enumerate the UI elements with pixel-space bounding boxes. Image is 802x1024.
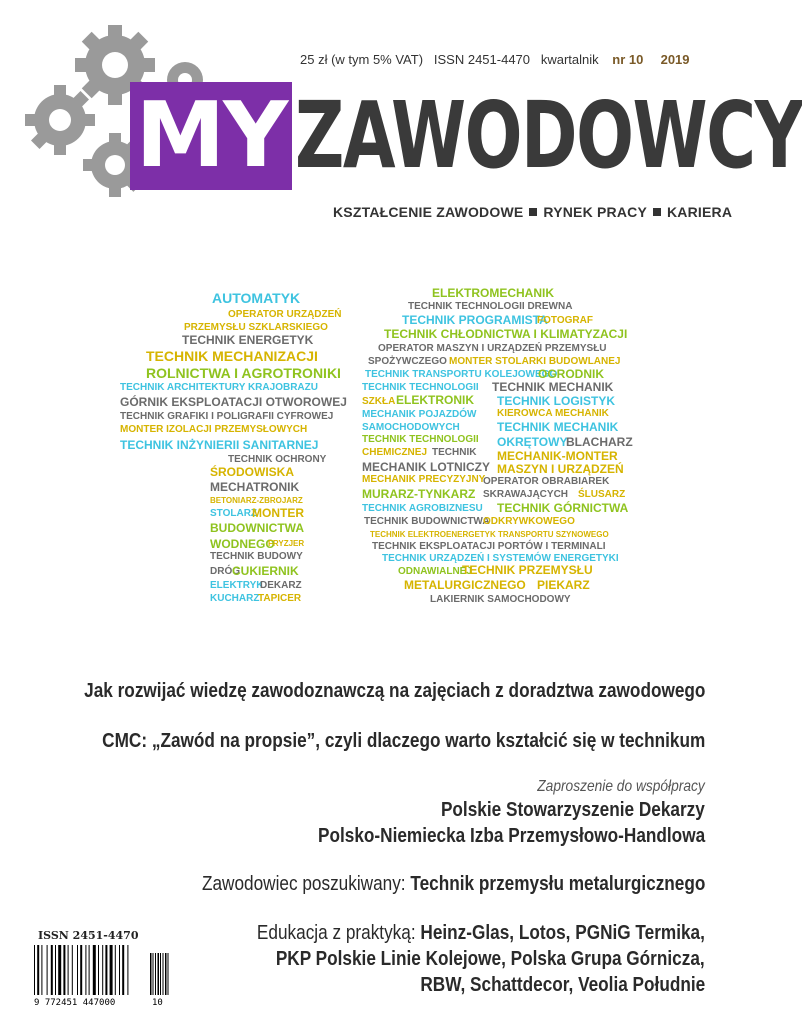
issue-year: 2019 [660,52,690,67]
cloud-word: AUTOMATYK [212,290,301,306]
price: 25 zł (w tym 5% VAT) [300,52,424,67]
cloud-word: TECHNIK AGROBIZNESU [362,503,483,514]
edu-3: RBW, Schattdecor, Veolia Południe [420,974,705,996]
cloud-word: SZKŁA [362,396,396,407]
invite-1-text: Polskie Stowarzyszenie Dekarzy [441,799,705,821]
cloud-word: OPERATOR OBRABIAREK [483,476,610,487]
tagline-item: KSZTAŁCENIE ZAWODOWE [333,204,524,220]
cloud-word: KUCHARZ [210,593,260,604]
cloud-word: MURARZ-TYNKARZ [362,487,476,501]
cloud-word: TECHNIK TECHNOLOGII [362,382,479,393]
cloud-word: LAKIERNIK SAMOCHODOWY [430,594,571,605]
cloud-word: STOLARZ [210,508,258,519]
cloud-word: DRÓG [210,566,240,577]
cloud-word: ŚLUSARZ [578,489,626,500]
logo-zawodowcy: ZAWODOWCY [295,82,802,189]
barcode-addon: 10 [152,998,163,1008]
cloud-word: ODKRYWKOWEGO [483,516,575,527]
tagline-item: RYNEK PRACY [543,204,647,220]
cloud-word: DEKARZ [260,580,302,591]
cloud-word: TECHNIK PRZEMYSŁU [462,563,593,577]
cloud-word: BETONIARZ-ZBROJARZ [210,496,303,505]
edu-line-1 [257,922,705,945]
headline-1-text: Jak rozwijać wiedzę zawodoznawczą na zajęciach z doradztwa zawodowego [83,680,705,702]
barcode-number: 9 772451 447000 [34,998,116,1008]
edu-line-2 [276,948,705,971]
edu-line-3 [420,974,705,997]
cloud-word: TECHNIK GRAFIKI I POLIGRAFII CYFROWEJ [120,411,334,422]
cloud-word: TECHNIK TECHNOLOGII [362,434,479,445]
cloud-word: TECHNIK MECHANIK [492,380,614,394]
edu-2: PKP Polskie Linie Kolejowe, Polska Grupa Górnicza, [276,948,705,970]
wanted-value: Technik przemysłu metalurgicznego [409,873,705,895]
cloud-word: TECHNIK ELEKTROENERGETYK TRANSPORTU SZYNOWEGO [370,530,609,539]
headline-1 [84,680,705,703]
cloud-word: ELEKTROMECHANIK [432,286,554,300]
frequency: kwartalnik [540,52,599,67]
cloud-word: TECHNIK LOGISTYK [497,394,616,408]
cloud-word: TECHNIK URZĄDZEŃ I SYSTEMÓW ENERGETYKI [382,553,619,564]
cloud-word: TECHNIK TECHNOLOGII DREWNA [408,301,573,312]
cloud-word: TECHNIK ARCHITEKTURY KRAJOBRAZU [120,382,318,393]
cloud-word: FRYZJER [268,539,305,548]
cloud-word: ELEKTRONIK [396,393,474,407]
cloud-word: TECHNIK PROGRAMISTA [402,313,548,327]
square-bullet-icon [653,208,661,216]
cloud-word: MECHANIK PRECYZYJNY [362,474,486,485]
cloud-word: BLACHARZ [566,435,633,449]
invite-2 [318,825,705,848]
cloud-word: TAPICER [258,593,302,604]
cloud-word: METALURGICZNEGO [404,578,526,592]
cloud-word: OPERATOR URZĄDZEŃ [228,309,342,320]
cloud-word: PIEKARZ [537,578,590,592]
cloud-word: TECHNIK MECHANIK [497,420,619,434]
square-bullet-icon [529,208,537,216]
price-line [300,52,690,67]
wanted-label: Zawodowiec poszukiwany: [201,873,406,895]
cloud-word: MONTER [252,506,304,520]
barcode-issn: ISSN 2451-4470 [38,929,139,942]
edu-1: Heinz-Glas, Lotos, PGNiG Termika, [420,922,705,944]
cloud-word: ŚRODOWISKA [210,465,294,479]
invite-2-text: Polsko-Niemiecka Izba Przemysłowo-Handlowa [317,825,705,847]
cloud-word: OGRODNIK [538,367,604,381]
cloud-word: SPOŻYWCZEGO [368,356,447,367]
invite-label: Zaproszenie do współpracy [537,778,705,795]
tagline [333,204,732,220]
headline-2-text: CMC: „Zawód na propsie”, czyli dlaczego warto kształcić się w technikum [101,730,705,752]
cloud-word: TECHNIK BUDOWY [210,551,303,562]
invite-1 [441,799,705,822]
cloud-word: TECHNIK ENERGETYK [182,333,314,347]
cloud-word: TECHNIK INŻYNIERII SANITARNEJ [120,438,319,452]
cloud-word: ROLNICTWA I AGROTRONIKI [146,365,341,381]
cloud-word: PRZEMYSŁU SZKLARSKIEGO [184,322,328,333]
cloud-word: BUDOWNICTWA [210,521,304,535]
cloud-word: TECHNIK BUDOWNICTWA [364,516,490,527]
cloud-word: SAMOCHODOWYCH [362,422,460,433]
issn-top: ISSN 2451-4470 [433,52,531,67]
cloud-word: ODNAWIALNEJ [398,566,472,577]
cloud-word: MECHANIK-MONTER [497,449,618,463]
cloud-word: CHEMICZNEJ [362,447,428,458]
cloud-word: TECHNIK CHŁODNICTWA I KLIMATYZACJI [384,327,628,341]
cloud-word: OKRĘTOWY [497,435,568,449]
edu-label: Edukacja z praktyką: [257,922,416,944]
cloud-word: TECHNIK EKSPLOATACJI PORTÓW I TERMINALI [372,541,606,552]
cloud-word: TECHNIK TRANSPORTU KOLEJOWEGO [365,369,558,380]
cloud-word: CUKIERNIK [232,564,299,578]
cloud-word: ELEKTRYK [210,580,264,591]
cloud-word: OPERATOR MASZYN I URZĄDZEŃ PRZEMYSŁU [378,343,607,354]
cloud-word: GÓRNIK EKSPLOATACJI OTWOROWEJ [120,395,347,409]
tagline-item: KARIERA [667,204,733,220]
cloud-word: TECHNIK MECHANIZACJI [146,348,318,364]
wanted-line [202,873,705,896]
cloud-word: MECHANIK POJAZDÓW [362,409,477,420]
cloud-word: MONTER STOLARKI BUDOWLANEJ [449,356,621,367]
cloud-word: MASZYN I URZĄDZEŃ [497,462,624,476]
cloud-word: MONTER IZOLACJI PRZEMYSŁOWYCH [120,424,308,435]
barcode-icon [32,945,172,1007]
cloud-word: KIEROWCA MECHANIK [497,408,609,419]
cloud-word: TECHNIK GÓRNICTWA [497,501,629,515]
cloud-word: WODNEGO [210,537,275,551]
issue-number: nr 10 [612,52,644,67]
cloud-word: MECHANIK LOTNICZY [362,460,490,474]
cloud-word: FOTOGRAF [537,315,593,326]
logo-my: MY [130,82,292,190]
cloud-word: MECHATRONIK [210,480,300,494]
cloud-word: TECHNIK [432,447,477,458]
cloud-word: SKRAWAJĄCYCH [483,489,569,500]
cloud-word: TECHNIK OCHRONY [228,454,327,465]
headline-2 [102,730,705,753]
